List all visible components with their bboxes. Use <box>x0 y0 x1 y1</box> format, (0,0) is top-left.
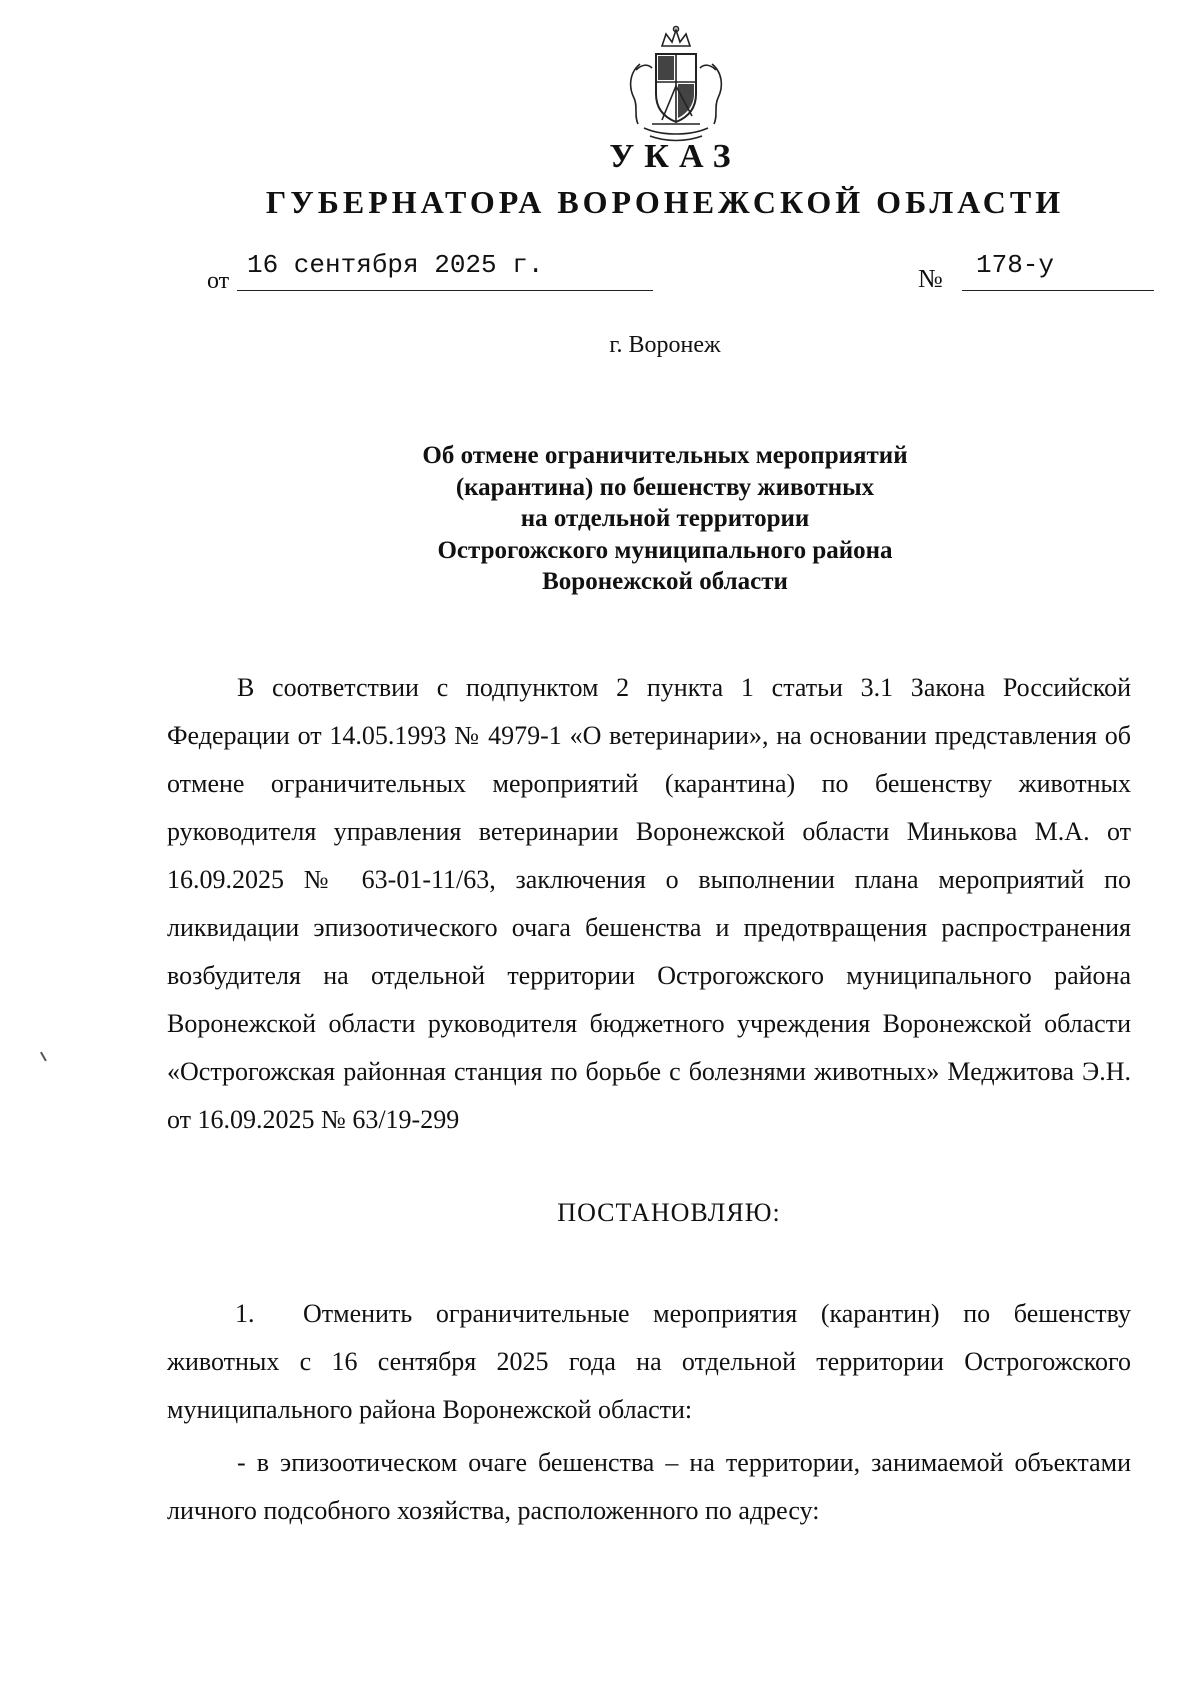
number-prefix: № <box>918 264 943 293</box>
city-label: г. Воронеж <box>609 332 721 358</box>
document-type-title: УКАЗ <box>609 138 741 175</box>
item-1-text: Отменить ограничительные мероприятия (карантин) по бешенству животных с 16 сентября 2025 года на отдельной территории Острогожского муниципального района Воронежской области: <box>167 1299 1131 1424</box>
coat-of-arms-icon <box>622 24 730 146</box>
item-1-paragraph <box>167 1290 1131 1434</box>
scan-mark <box>40 1049 52 1062</box>
date-prefix: от <box>207 268 230 294</box>
date-field <box>207 250 667 294</box>
number-value: 178-у <box>976 250 1055 280</box>
number-field <box>918 250 1158 293</box>
subject-line: (карантина) по бешенству животных <box>455 473 875 501</box>
item-1-number: 1. <box>235 1299 255 1328</box>
document-subject <box>0 440 1200 598</box>
subject-line: Воронежской области <box>542 568 788 595</box>
subject-line: на отдельной территории <box>520 505 810 532</box>
subject-line: Об отмене ограничительных мероприятий <box>422 442 908 469</box>
subject-line: Острогожского муниципального района <box>437 536 893 564</box>
date-underline <box>237 290 653 291</box>
issuer-title: ГУБЕРНАТОРА ВОРОНЕЖСКОЙ ОБЛАСТИ <box>265 184 1065 220</box>
preamble-paragraph: В соответствии с подпунктом 2 пункта 1 статьи 3.1 Закона Российской Федерации от 14.05.1993 № 4979-1 «О ветеринарии», на основании представления об отмене ограничительных мероприятий (карантина) по бешенству животных руководителя управления ветеринарии Воронежской области Минькова М.А. от 16.09.2025 № 63-01-11/63, заключения о выполнении плана мероприятий по ликвидации эпизоотического очага бешенства и предотвращения распространения возбудителя на отдельной территории Острогожского муниципального района Воронежской области руководителя бюджетного учреждения Воронежской области «Острогожская районная станция по борьбе с болезнями животных» Меджитова Э.Н. от 16.09.2025 № 63/19-299 <box>167 673 1131 1134</box>
number-underline <box>962 290 1154 291</box>
date-value: 16 сентября 2025 г. <box>247 250 544 280</box>
decree-heading: ПОСТАНОВЛЯЮ: <box>557 1198 781 1227</box>
item-1-subitem: - в эпизоотическом очаге бешенства – на территории, занимаемой объектами личного подсобного хозяйства, расположенного по адресу: <box>167 1448 1131 1525</box>
